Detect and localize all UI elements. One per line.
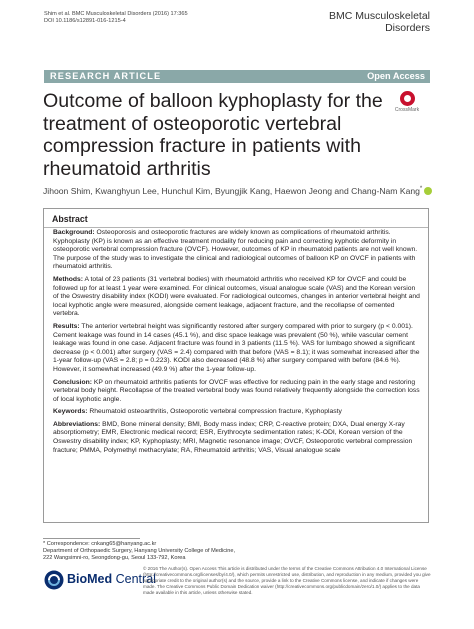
header-citation-block: [44, 11, 274, 25]
publisher-name: BioMed: [67, 572, 113, 586]
biomed-central-icon: [44, 570, 64, 590]
article-type-label: RESEARCH ARTICLE: [50, 71, 162, 81]
background-text: Osteoporosis and osteoporotic fractures are widely known as complications of rheumatoid arthritis. Kyphoplasty (KP) is known as an effective treatment modality for reducing pain and correcting kyphotic deformity in osteoporotic vertebral compression fracture (OVCF). However, outcomes of KP in rheumatoid patients are not well known. The purpose of the study was to investigate the clinical and radiological outcomes of balloon KP on OVCF in patients with rheumatoid arthritis.: [53, 229, 418, 271]
author-list: [43, 184, 433, 197]
abstract-results: [53, 323, 421, 375]
conclusion-text: KP on rheumatoid arthritis patients for OVCF was effective for reducing pain in the early stage and restoring vertebral body height. Recollapse of the treated vertebral body was found relatively frequently alongside the correction loss of local kyphotic angle.: [53, 378, 420, 403]
abstract-methods: [53, 276, 421, 319]
crossmark-icon: [400, 91, 415, 106]
crossmark-badge[interactable]: [382, 91, 432, 113]
conclusion-label: Conclusion:: [53, 378, 92, 386]
results-text: The anterior vertebral height was significantly restored after surgery compared with prior to surgery (p < 0.001). Cement leakage was found in 14 cases (45.1 %), and disc space leakage was prevalent (50 %), while vascular cement leakage was found in one case. Adjacent fracture was found in 3 patients (11.5 %). VAS for lumbago showed a significant decrease (p < 0.001) after surgery (VAS = 2.4) compared with that before (VAS = 8.1); it was somewhat increased after the 1-year follow-up (VAS = 2.8; p = 0.223). KODI also decreased (48.8 %) after surgery compared with before (84.6 %). However, it somewhat increased (49.9 %) after the 1-year follow-up.: [53, 322, 420, 373]
methods-label: Methods:: [53, 275, 83, 283]
background-label: Background:: [53, 229, 95, 236]
citation-line: Shim et al. BMC Musculoskeletal Disorders (2016) 17:365: [44, 11, 188, 17]
abstract-divider: [44, 227, 428, 228]
article-title: Outcome of balloon kyphoplasty for the treatment of osteoporotic vertebral compression fracture in patients with rheumatoid arthritis: [43, 90, 383, 180]
methods-text: A total of 23 patients (31 vertebral bodies) with rheumatoid arthritis who received KP for OVCF and could be followed up for at least 1 year were examined. For clinical outcomes, visual analogue scale (VAS) and the Korean version of the Oswestry disability index (KODI) were evaluated. For radiological outcomes, changes in anterior vertebral height and local kyphotic angle were measured, alongside cement leakage, adjacent fracture, and the recollapse of cemented vertebra.: [53, 275, 420, 318]
abstract-keywords: [53, 408, 421, 417]
journal-name-line2: Disorders: [385, 21, 430, 34]
keywords-label: Keywords:: [53, 408, 88, 416]
author-names: Jihoon Shim, Kwanghyun Lee, Hunchul Kim, Byungjik Kang, Haewon Jeong and Chang-Nam Kang: [43, 185, 420, 196]
corresponding-author-marker: *: [419, 186, 423, 192]
abstract-body: [53, 229, 421, 459]
publisher-suffix: Central: [115, 572, 156, 586]
abstract-conclusion: [53, 379, 421, 405]
journal-name-line1: BMC Musculoskeletal: [329, 10, 430, 22]
abstract-heading: Abstract: [52, 214, 88, 224]
abbreviations-label: Abbreviations:: [53, 420, 101, 428]
journal-name: [329, 11, 430, 34]
abstract-background: [53, 229, 421, 272]
correspondence-note: [43, 541, 243, 562]
abbreviations-text: BMD, Bone mineral density; BMI, Body mass index; CRP, C-reactive protein; DXA, Dual energy X-ray absorptiometry; EMR, Electronic medical record; ESR, Erythrocyte sedimentation rates; K-ODI, Korean version of the Oswestry disability index; KP, Kyphoplasty; MRI, Magnetic resonance image; OVCF, Osteoporotic vertebral compression fracture; PMMA, Polymethyl methacrylate; RA, Rheumatoid arthritis; VAS, Visual analogue scale: [53, 420, 413, 454]
biomed-central-logo[interactable]: [44, 569, 154, 591]
keywords-text: Rheumatoid osteoarthritis, Osteoporotic vertebral compression fracture, Kyphoplasty: [89, 408, 342, 416]
correspondence-email[interactable]: * Correspondence: cnkang65@hanyang.ac.kr: [43, 541, 157, 547]
open-access-label: Open Access: [367, 71, 425, 81]
abstract-abbreviations: [53, 421, 421, 455]
footer-divider: [43, 538, 140, 539]
license-statement: © 2016 The Author(s). Open Access This article is distributed under the terms of the Creative Commons Attribution 4.0 International License (http://creativecommons.org/licenses/by/4.0/), which permits unrestricted use, distribution, and reproduction in any medium, provided you give appropriate credit to the original author(s) and the source, provide a link to the Creative Commons license, and indicate if changes were made. The Creative Commons Public Domain Dedication waiver (http://creativecommons.org/publicdomain/zero/1.0/) applies to the data made available in this article, unless otherwise stated.: [143, 566, 431, 595]
results-label: Results:: [53, 322, 80, 330]
crossmark-label: CrossMark: [394, 107, 420, 113]
doi-line[interactable]: DOI 10.1186/s12891-016-1215-4: [44, 18, 126, 24]
author-affiliation: Department of Orthopaedic Surgery, Hanyang University College of Medicine, 222 Wangsimni-ro, Seongdong-gu, Seoul 133-792, Korea: [43, 548, 236, 561]
orcid-icon[interactable]: [424, 187, 432, 195]
